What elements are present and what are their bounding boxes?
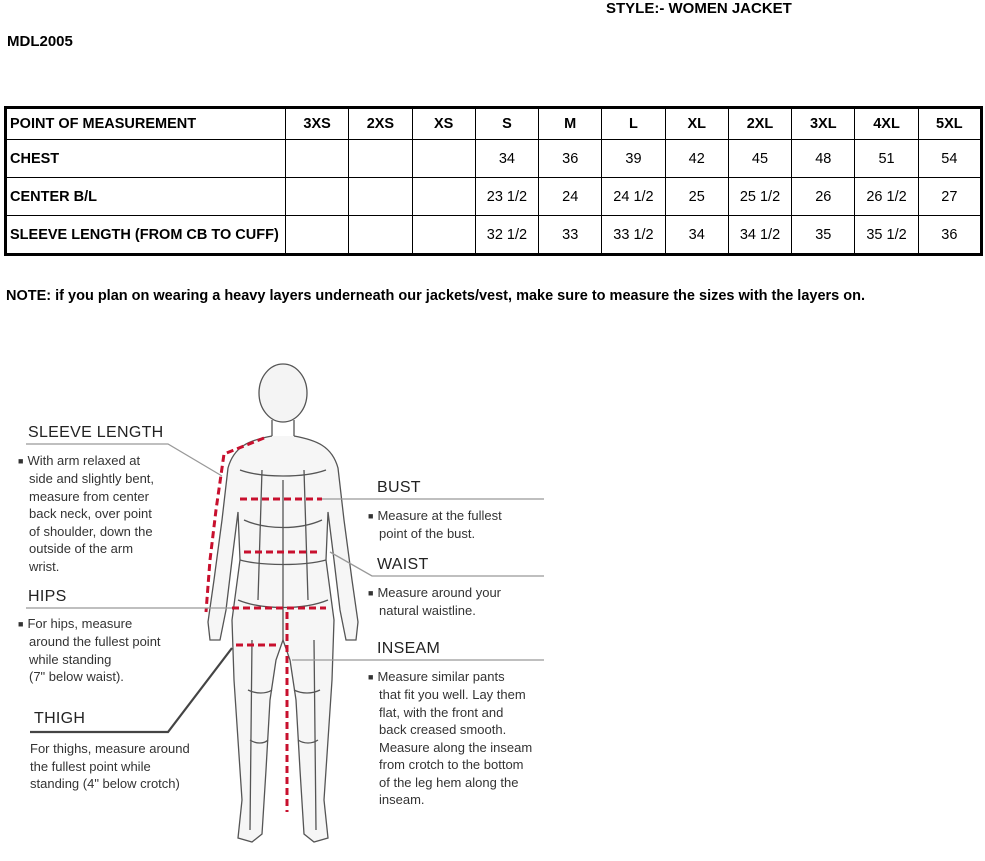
table-cell: 26 1/2 <box>855 178 918 216</box>
body-outline <box>208 364 358 842</box>
waist-label: WAIST <box>377 556 429 573</box>
description-line: Measure similar pants <box>377 669 505 684</box>
table-cell: 33 <box>539 216 602 255</box>
hips-label: HIPS <box>28 588 67 605</box>
table-cell: 23 1/2 <box>475 178 538 216</box>
description-line: natural waistline. <box>379 603 476 619</box>
row-label: SLEEVE LENGTH (FROM CB TO CUFF) <box>6 216 286 255</box>
bullet-icon: ■ <box>368 671 374 682</box>
column-header: 3XS <box>286 108 349 140</box>
bullet-icon: ■ <box>368 587 374 598</box>
description-line: around the fullest point <box>29 634 161 650</box>
table-cell: 27 <box>918 178 981 216</box>
table-cell: 39 <box>602 140 665 178</box>
table-cell: 45 <box>728 140 791 178</box>
table-cell: 54 <box>918 140 981 178</box>
table-cell: 24 <box>539 178 602 216</box>
thigh-description <box>30 740 190 793</box>
table-cell: 34 <box>475 140 538 178</box>
sleeve-length-label: SLEEVE LENGTH <box>28 424 164 441</box>
description-line: of the leg hem along the <box>379 774 519 790</box>
table-cell: 32 1/2 <box>475 216 538 255</box>
bullet-icon: ■ <box>368 510 374 521</box>
description-line: measure from center <box>29 488 149 504</box>
hips-description <box>18 615 161 686</box>
column-header: 2XL <box>728 108 791 140</box>
sleeve-length-description <box>18 452 154 575</box>
column-header: 3XL <box>792 108 855 140</box>
description-line: point of the bust. <box>379 526 476 542</box>
waist-description <box>368 584 501 620</box>
column-header: XL <box>665 108 728 140</box>
description-line: inseam. <box>379 792 425 808</box>
style-title: STYLE:- WOMEN JACKET <box>606 0 792 17</box>
table-cell: 24 1/2 <box>602 178 665 216</box>
description-line: while standing <box>29 651 112 667</box>
model-number: MDL2005 <box>7 33 73 50</box>
table-cell: 36 <box>539 140 602 178</box>
description-line: wrist. <box>29 558 60 574</box>
description-line: For thighs, measure around <box>30 741 190 756</box>
description-line: (7" below waist). <box>29 669 124 685</box>
column-header: 5XL <box>918 108 981 140</box>
bust-description <box>368 507 502 543</box>
table-cell: 36 <box>918 216 981 255</box>
description-line: back creased smooth. <box>379 722 507 738</box>
description-line: flat, with the front and <box>379 704 504 720</box>
table-cell: 25 <box>665 178 728 216</box>
row-label: CHEST <box>6 140 286 178</box>
description-line: side and slightly bent, <box>29 471 155 487</box>
table-cell: 35 1/2 <box>855 216 918 255</box>
table-cell: 51 <box>855 140 918 178</box>
table-cell: 35 <box>792 216 855 255</box>
column-header: M <box>539 108 602 140</box>
column-header: 2XS <box>349 108 412 140</box>
column-header: XS <box>412 108 475 140</box>
description-line: the fullest point while <box>30 758 151 774</box>
table-cell: 48 <box>792 140 855 178</box>
description-line: Measure around your <box>377 585 502 600</box>
description-line: Measure along the inseam <box>379 739 533 755</box>
table-cell: 26 <box>792 178 855 216</box>
table-cell: 34 1/2 <box>728 216 791 255</box>
bullet-icon: ■ <box>18 618 24 629</box>
description-line: standing (4" below crotch) <box>30 776 180 791</box>
description-line: For hips, measure <box>27 616 133 631</box>
description-line: outside of the arm <box>29 541 134 557</box>
description-line: back neck, over point <box>29 506 152 522</box>
waist-leader <box>330 552 544 576</box>
description-line: from crotch to the bottom <box>379 757 524 773</box>
column-header: 4XL <box>855 108 918 140</box>
description-line: of shoulder, down the <box>29 523 153 539</box>
table-cell: 33 1/2 <box>602 216 665 255</box>
description-line: With arm relaxed at <box>27 453 141 468</box>
bullet-icon: ■ <box>18 455 24 466</box>
column-header: POINT OF MEASUREMENT <box>6 108 286 140</box>
column-header: S <box>475 108 538 140</box>
description-line: Measure at the fullest <box>377 508 502 523</box>
thigh-label: THIGH <box>34 710 86 727</box>
inseam-label: INSEAM <box>377 640 441 657</box>
column-header: L <box>602 108 665 140</box>
layering-note: NOTE: if you plan on wearing a heavy layers underneath our jackets/vest, make sure to measure the sizes with the layers on. <box>6 288 866 304</box>
row-label: CENTER B/L <box>6 178 286 216</box>
table-cell: 34 <box>665 216 728 255</box>
table-cell: 42 <box>665 140 728 178</box>
table-cell: 25 1/2 <box>728 178 791 216</box>
description-line: that fit you well. Lay them <box>379 687 526 703</box>
inseam-description <box>368 668 532 809</box>
bust-label: BUST <box>377 479 421 496</box>
